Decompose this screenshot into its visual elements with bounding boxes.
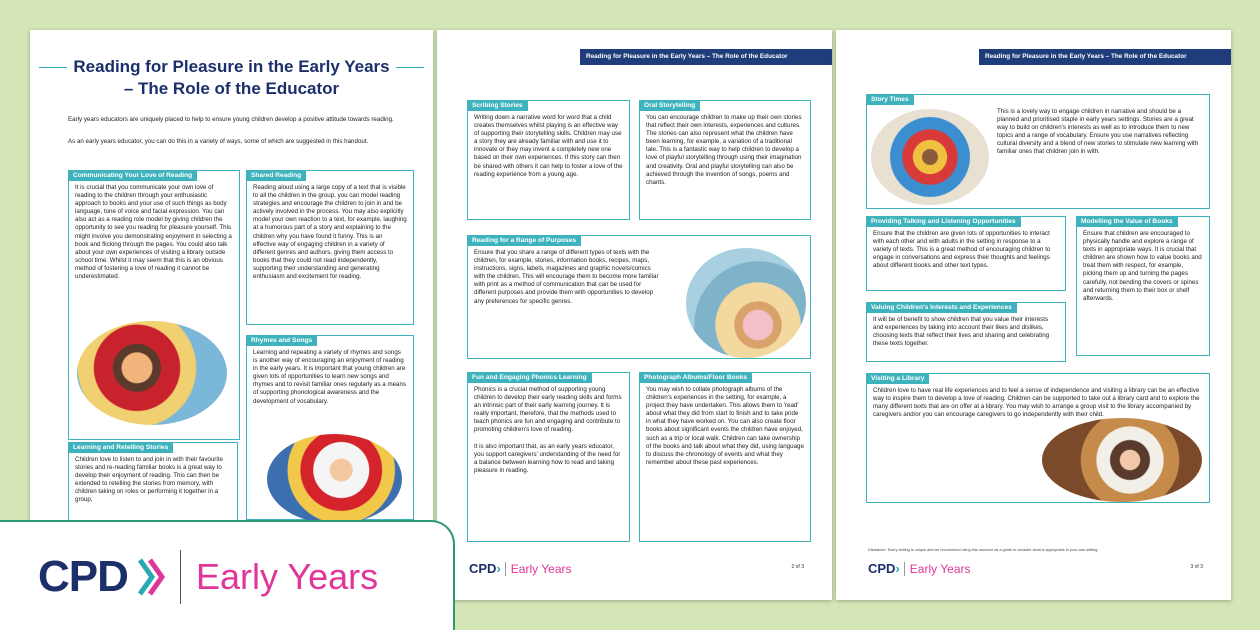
chevron-logo-icon [136,554,166,600]
box-valuing-interests [866,302,1066,362]
brand-divider [180,550,181,604]
chevron-right-icon: › [895,561,900,576]
box-visiting-library [866,373,1210,503]
cpd-logo: CPD› [868,561,900,576]
box-scribing-stories [467,100,630,220]
box-text: Ensure that the children are given lots of opportunities to interact with each other and with adults in the setting in response to a variety of texts. This is a great method of encouraging children to engage in conversations and express their thoughts and feelings about different books and other text types. [873,230,1051,270]
box-text: This is a lovely way to engage children in narrative and should be a planned and prioritised staple in early years settings. Stories are a great way to build on children's interests as well as to introduce them to new topics and a range of vocabulary. Ensure you use narratives reflecting cultural diversity and a blend of new stories to stimulate new learning with familiar ones that children join in with. [997,108,1199,156]
box-text: Ensure that children are encouraged to physically handle and explore a range of texts in appropriate ways. It is crucial that children are shown how to value books and treat them with respect, for example, picking them up and turning the pages carefully, not bending the covers or spines and returning them to their box or shelf afterwards. [1083,230,1202,302]
box-title: Valuing Children's Interests and Experiences [866,302,1017,313]
page-footer: CPD› Early Years 2 of 3 [469,561,804,576]
cpd-wordmark: CPD [38,552,128,601]
intro-paragraph-2: As an early years educator, you can do this in a variety of ways, some of which are suggested in this handout. [68,138,369,145]
chevron-right-icon: › [496,561,501,576]
page-number: 2 of 3 [791,564,804,570]
box-title: Shared Reading [246,170,306,181]
box-story-times [866,94,1210,209]
box-title: Visiting a Library [866,373,929,384]
box-text: You can encourage children to make up their own stories that reflect their own interests, experiences and cultures. The stories can also represent what the children have been learning, for example, a variation of a traditional tale. This is a fantastic way to help children to develop a love of playful storytelling through using their imagination and creativity. Oral and playful storytelling can also be achieved through the invention of songs, poems and chants. [646,114,802,186]
box-communicating-love [68,170,240,440]
box-title: Scribing Stories [467,100,528,111]
box-text: Writing down a narrative word for word that a child creates themselves whilst playing is an effective way of supporting their storytelling skills. Children may use a story they are already familiar with and use it to innovate or they may invent a completely new one based on their own experiences. If this story can then be shared with others it can help to foster a love of the reading experience from a young age. [474,114,623,178]
box-talking-listening [866,216,1066,291]
box-photo-albums [639,372,811,542]
early-years-wordmark: Early Years [196,556,379,597]
handout-page-1 [30,30,433,590]
handout-page-3 [836,30,1231,600]
box-oral-storytelling [639,100,811,220]
box-text: Children love to have real life experiences and to feel a sense of independence and visiting a library can be an effective way to inspire them to develop a love of reading. Children can be supported to take out a library card and to explore the many different texts that are on offer at a library. You may wish to arrange a group visit to the library accompanied by caregivers and/or you can encourage caregivers to go independently with their child. [873,387,1200,419]
box-title: Rhymes and Songs [246,335,317,346]
photo-library-reading [1042,418,1202,502]
header-bar: Reading for Pleasure in the Early Years – The Role of the Educator [979,49,1231,65]
box-text: Phonics is a crucial method of supporting young children to develop their early reading skills and forms an intrinsic part of their early learning journey. It is really important, therefore, that the methods used to teach phonics are fun and engaging and contribute to promoting children's love of reading. It is also important that, as an early years educator, you support caregivers' understanding of the need for a balance between learning how to read and taking pleasure in reading. [474,386,622,474]
box-title: Communicating Your Love of Reading [68,170,197,181]
box-title: Reading for a Range of Purposes [467,235,581,246]
box-rhymes-songs [246,335,414,520]
box-text: Ensure that you share a range of different types of texts with the children, for example, stories, information books, recipes, maps, instructions, signs, labels, magazines and graphic novels/comics with the children. This will encourage them to become more familiar with print as a method of communication that can be used for different purposes and provide them with opportunities to develop any preferences for specific genres. [474,249,659,305]
cpd-logo: CPD› [469,561,501,576]
box-range-of-purposes [467,235,811,359]
box-text: You may wish to collate photograph albums of the children's experiences in the setting, for example, a project they have undertaken. This allows them to 'read' about what they did from start to finish and to take pride in what they have worked on. You can also create floor books about significant events the children have enjoyed, such as a trip or local walk. Children can take ownership of the books and talk about what they did, using language to discuss the chronology of events and what they remember about these past experiences. [646,386,804,466]
disclaimer-text: Disclaimer: Every setting is unique and we recommend using this resource as a guide to consider what is appropriate in your own setting. [868,548,1099,552]
brand-badge [0,520,455,630]
box-title: Oral Storytelling [639,100,700,111]
box-text: It is crucial that you communicate your own love of reading to the children through your enthusiastic approach to books and your use of such things as body language, tone of voice and facial expression. You can also act as a reading role model by giving children the opportunity to see you reading for pleasure yourself. This might involve you demonstrating enjoyment in selecting a book and flicking through the pages. You could also talk about your own experiences of visiting a library outside school time. Whilst it may seem that this is an obvious method of fostering a love of reading it cannot be underestimated. [75,184,232,281]
box-title: Providing Talking and Listening Opportunities [866,216,1021,227]
page-title: Reading for Pleasure in the Early Years – The Role of the Educator [30,56,433,100]
box-title: Story Times [866,94,914,105]
page-footer: CPD› Early Years 3 of 3 [868,561,1203,576]
box-text: It will be of benefit to show children that you value their interests and experiences by taking into account their likes and dislikes, choosing texts that reflect their lives and sharing and celebrating these texts together. [873,316,1050,348]
box-title: Photograph Albums/Floor Books [639,372,752,383]
handout-page-2 [437,30,832,600]
box-modelling-value [1076,216,1210,356]
box-text: Children love to listen to and join in with their favourite stories and re-reading familiar books is a great way to develop their enjoyment of reading. This can then be extended to retelling the stories from memory, with children taking on roles or performing it together in a group, [75,456,223,504]
intro-paragraph-1: Early years educators are uniquely placed to help to ensure young children develop a positive attitude towards reading. [68,116,394,123]
box-title: Learning and Retelling Stories [68,442,173,453]
page-number: 3 of 3 [1190,564,1203,570]
box-title: Modelling the Value of Books [1076,216,1178,227]
photo-child-globe [686,248,806,358]
box-phonics [467,372,630,542]
header-bar: Reading for Pleasure in the Early Years – The Role of the Educator [580,49,832,65]
box-title: Fun and Engaging Phonics Learning [467,372,592,383]
box-text: Reading aloud using a large copy of a text that is visible to all the children in the group, you can model reading strategies and encourage the children to join in and be actively involved in the process. You may also explicitly model your own reaction to a text, for example, laughing at a humorous part of a story and explaining to the children why you have found it funny. This is an effective way of engaging children in a variety of different genres and authors, giving them access to books that they could not read independently, supporting their understanding and generating enthusiasm and excitement for reading. [253,184,407,281]
photo-story-circle [871,109,989,205]
box-text: Learning and repeating a variety of rhymes and songs is another way of encouraging an enjoyment of reading in the early years. It is important that young children are given lots of opportunities to learn new songs and rhymes and to revisit familiar ones regularly as a means of supporting phonological awareness and the development of vocabulary. [253,349,407,405]
box-shared-reading [246,170,414,325]
photo-singing-group [267,434,402,524]
photo-reading-adult-child [77,321,227,425]
